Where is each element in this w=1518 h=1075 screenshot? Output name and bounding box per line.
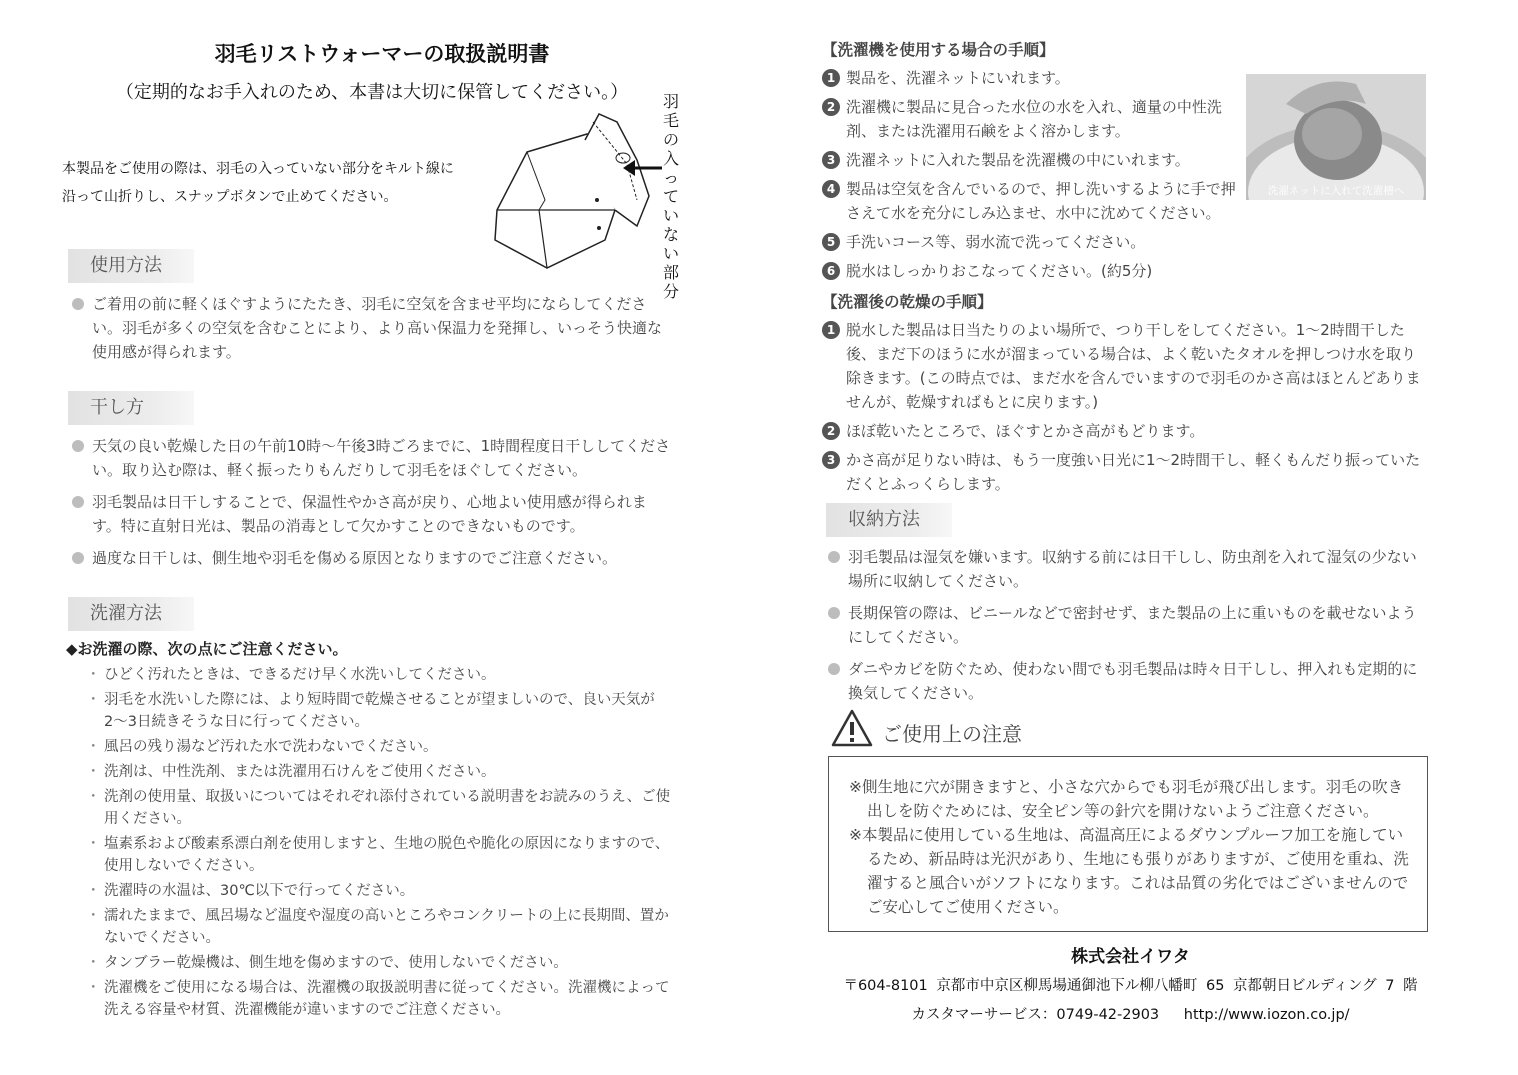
step-item [822,95,1242,143]
wrist-warmer-diagram [487,100,682,285]
page-subtitle: （定期的なお手入れのため、本書は大切に保管してください。） [115,82,629,103]
list-item [826,601,1426,649]
list-item-text: 長期保管の際は、ビニールなどで密封せず、また製品の上に重いものを載せないようにしてください。 [848,604,1417,646]
list-item [70,490,674,538]
usage-heading: 使用方法 [68,249,194,283]
step-number: 3 [822,451,840,469]
list-item-text: 洗濯機をご使用になる場合は、洗濯機の取扱説明書に従ってください。洗濯機によって洗える容量や材質、洗濯機能が違いますのでご注意ください。 [104,980,670,1018]
list-item-text: 洗剤の使用量、取扱いについてはそれぞれ添付されている説明書をお読みのうえ、ご使用ください。 [104,789,671,827]
list-item-text: 洗濯時の水温は、30℃以下で行ってください。 [104,883,415,899]
right-page [818,0,1443,1075]
step-item [822,419,1426,443]
step-number: 2 [822,422,840,440]
list-item: ・ 塩素系および酸素系漂白剤を使用しますと、生地の脱色や脆化の原因になりますので、使用しないでください。 [86,836,670,874]
company-url[interactable]: http://www.iozon.co.jp/ [1183,1007,1350,1023]
step-text: 製品を、洗濯ネットにいれます。 [846,69,1070,87]
caution-item: ※側生地に穴が開きますと、小さな穴からでも羽毛が飛び出します。羽毛の吹き出しを防ぐためには、安全ピン等の針穴を開けないようご注意ください。 [849,778,1404,820]
list-item-text: 天気の良い乾燥した日の午前10時〜午後3時ごろまでに、1時間程度日干ししてください。取り込む際は、軽く振ったりもんだりして羽毛をほぐしてください。 [92,437,671,479]
bullet-dot [72,298,84,310]
bullet-dot [72,552,84,564]
list-item: ・ タンブラー乾燥機は、側生地を傷めますので、使用しないでください。 [86,955,568,971]
after-heading: 【洗濯後の乾燥の手順】 [822,293,993,311]
step-item [822,318,1426,414]
list-item [826,657,1426,705]
list-item-text: 洗剤は、中性洗剤、または洗濯用石けんをご使用ください。 [104,764,496,780]
step-text: かさ高が足りない時は、もう一度強い日光に1〜2時間干し、軽くもんだり振っていただくとふっくらします。 [846,451,1421,493]
step-item [822,259,1446,283]
step-number: 1 [822,69,840,87]
drying-heading: 干し方 [68,391,194,425]
step-number: 3 [822,151,840,169]
caution-item: ※本製品に使用している生地は、高温高圧によるダウンプルーフ加工を施しているため、新品時は光沢があり、生地にも張りがありますが、ご使用を重ね、洗濯すると風合いがソフトになります。これは品質の劣化ではございませんのでご安心してご使用ください。 [849,826,1409,916]
step-text: 洗濯ネットに入れた製品を洗濯機の中にいれます。 [846,151,1190,169]
company-address: 〒604-8101 京都市中京区柳馬場通御池下ル柳八幡町 65 京都朝日ビルディング 7 階 [843,978,1418,994]
list-item-text: 濡れたままで、風呂場など温度や湿度の高いところやコンクリートの上に長期間、置かないでください。 [104,908,669,946]
photo-illustration [1246,74,1426,200]
step-item [822,148,1242,172]
list-item [70,292,674,364]
step-text: 脱水はしっかりおこなってください。(約5分) [846,262,1153,280]
list-item-text: ひどく汚れたときは、できるだけ早く水洗いしてください。 [104,667,496,683]
step-text: 手洗いコース等、弱水流で洗ってください。 [846,233,1146,251]
list-item: ・ 洗剤の使用量、取扱いについてはそれぞれ添付されている説明書をお読みのうえ、ご使用ください。 [86,789,671,827]
photo-caption: 洗濯ネットに入れて洗濯槽へ [1267,185,1405,197]
step-text: 洗濯機に製品に見合った水位の水を入れ、適量の中性洗剤、または洗濯用石鹸をよく溶かします。 [846,98,1222,140]
diagram-label: 羽毛の入っていない部分 [662,92,679,301]
caution-box [828,756,1428,932]
list-item-text: ご着用の前に軽くほぐすようにたたき、羽毛に空気を含ませ平均にならしてください。羽毛が多くの空気を含むことにより、より高い保温力を発揮し、いっそう快適な使用感が得られます。 [92,295,663,361]
intro-line: 沿って山折りし、スナップボタンで止めてください。 [62,189,398,205]
page-title: 羽毛リストウォーマーの取扱説明書 [214,42,550,66]
step-number: 5 [822,233,840,251]
washing-machine-photo [1246,74,1426,200]
storage-heading: 収納方法 [826,503,952,537]
usage-list [70,292,674,364]
list-item-text: 羽毛製品は湿気を嫌います。収納する前には日干しし、防虫剤を入れて湿気の少ない場所に収納してください。 [848,548,1417,590]
step-number: 1 [822,321,840,339]
after-steps [822,318,1426,501]
bullet-dot [72,440,84,452]
company-name: 株式会社イワタ [1071,947,1190,967]
step-number: 2 [822,98,840,116]
storage-list [826,545,1426,705]
machine-steps [822,66,1242,288]
list-item: ・ 濡れたままで、風呂場など温度や湿度の高いところやコンクリートの上に長期間、置かないでください。 [86,908,669,946]
caution-title: ご使用上の注意 [882,722,1022,746]
bullet-dot [72,496,84,508]
bullet-dot [828,663,840,675]
step-item [822,66,1242,90]
list-item: ・ 洗濯機をご使用になる場合は、洗濯機の取扱説明書に従ってください。洗濯機によって洗える容量や材質、洗濯機能が違いますのでご注意ください。 [86,980,670,1018]
step-text: 脱水した製品は日当たりのよい場所で、つり干しをしてください。1〜2時間干した後、まだ下のほうに水が溜まっている場合は、よく乾いたタオルを押しつけ水を取り除きます。(この時点では、まだ水を含んでいますので羽毛のかさ高はほとんどありませんが、乾燥すればもとに戻ります。) [846,321,1421,411]
bullet-dot [828,607,840,619]
list-item-text: タンブラー乾燥機は、側生地を傷めますので、使用しないでください。 [104,955,568,971]
step-item [822,448,1426,496]
list-item [70,434,674,482]
list-item-text: 風呂の残り湯など汚れた水で洗わないでください。 [104,739,438,755]
bullet-dot [828,551,840,563]
machine-heading: 【洗濯機を使用する場合の手順】 [822,41,1055,59]
step-item [822,177,1242,225]
list-item [70,546,674,570]
list-item: ・ ひどく汚れたときは、できるだけ早く水洗いしてください。 [86,667,496,683]
washing-list [84,664,674,1024]
list-item-text: ダニやカビを防ぐため、使わない間でも羽毛製品は時々日干しし、押入れも定期的に換気してください。 [848,660,1418,702]
customer-service-phone: カスタマーサービス：0749-42-2903 [911,1007,1160,1023]
intro-line: 本製品をご使用の際は、羽毛の入っていない部分をキルト線に [62,161,454,177]
list-item: ・ 風呂の残り湯など汚れた水で洗わないでください。 [86,739,438,755]
step-item [822,230,1446,254]
step-number: 4 [822,180,840,198]
company-contact [818,1003,1443,1024]
list-item-text: 羽毛を水洗いした際には、より短時間で乾燥させることが望ましいので、良い天気が2〜3日続きそうな日に行ってください。 [104,692,655,730]
intro-text [62,155,482,211]
list-item: ・ 洗濯時の水温は、30℃以下で行ってください。 [86,883,415,899]
list-item-text: 塩素系および酸素系漂白剤を使用しますと、生地の脱色や脆化の原因になりますので、使用しないでください。 [104,836,670,874]
left-page [62,0,682,1075]
step-text: 製品は空気を含んでいるので、押し洗いするように手で押さえて水を充分にしみ込ませ、水中に沈めてください。 [846,180,1236,222]
list-item: ・ 洗剤は、中性洗剤、または洗濯用石けんをご使用ください。 [86,764,496,780]
washing-lead: ◆お洗濯の際、次の点にご注意ください。 [66,640,348,658]
list-item: ・ 羽毛を水洗いした際には、より短時間で乾燥させることが望ましいので、良い天気が2〜3日続きそうな日に行ってください。 [86,692,655,730]
list-item-text: 羽毛製品は日干しすることで、保温性やかさ高が戻り、心地よい使用感が得られます。特に直射日光は、製品の消毒として欠かすことのできないものです。 [92,493,647,535]
warning-icon [830,708,874,748]
caution-header [828,708,1128,748]
washing-heading: 洗濯方法 [68,597,194,631]
step-number: 6 [822,262,840,280]
list-item-text: 過度な日干しは、側生地や羽毛を傷める原因となりますのでご注意ください。 [92,549,618,567]
list-item [826,545,1426,593]
step-text: ほぼ乾いたところで、ほぐすとかさ高がもどります。 [846,422,1205,440]
drying-list [70,434,674,570]
